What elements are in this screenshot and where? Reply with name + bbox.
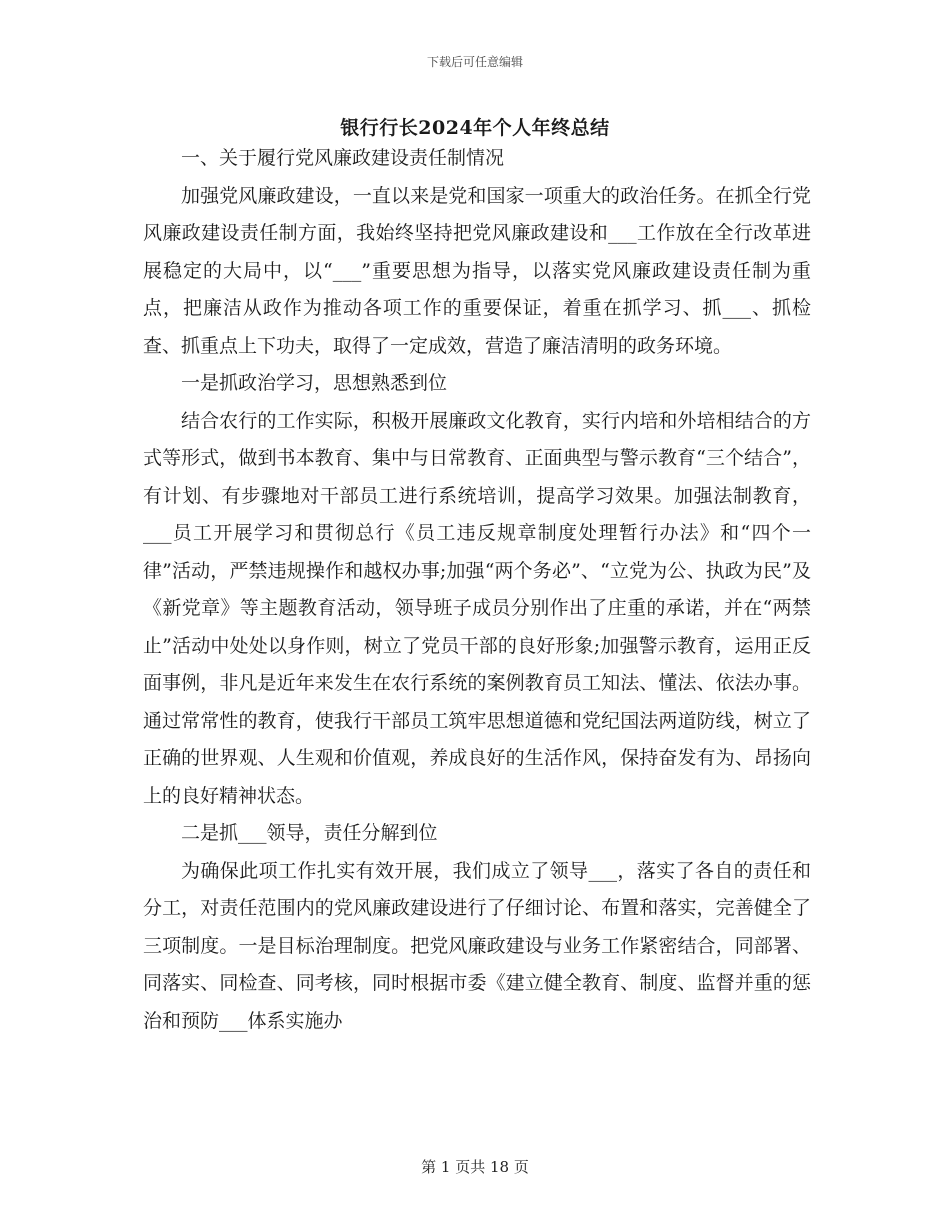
header-note: 下载后可任意编辑 (426, 55, 523, 69)
section-heading-1: 一、关于履行党风廉政建设责任制情况 (181, 147, 505, 169)
document-title: 银行行长2024年个人年终总结 (340, 117, 610, 139)
subheading-2: 二是抓___领导，责任分解到位 (181, 822, 438, 844)
paragraph-2: 结合农行的工作实际，积极开展廉政文化教育，实行内培和外培相结合的方式等形式，做到书本教育、集中与日常教育、正面典型与警示教育“三个结合”，有计划、有步骤地对干部员工进行系统培训，提高学习效果。加强法制教育，___员工开展学习和贯彻总行《员工违反规章制度处理暂行办法》和“四个一律”活动，严禁违规操作和越权办事;加强“两个务必”、“立党为公、执政为民”及《新党章》等主题教育活动，领导班子成员分别作出了庄重的承诺，并在“两禁止”活动中处处以身作则，树立了党员干部的良好形象;加强警示教育，运用正反面事例，非凡是近年来发生在农行系统的案例教育员工知法、懂法、依法办事。通过常常性的教育，使我行干部员工筑牢思想道德和党纪国法两道防线，树立了正确的世界观、人生观和价值观，养成良好的生活作风，保持奋发有为、昂扬向上的良好精神状态。 (143, 409, 811, 807)
paragraph-3: 为确保此项工作扎实有效开展，我们成立了领导___，落实了各自的责任和分工，对责任范围内的党风廉政建设进行了仔细讨论、布置和落实，完善健全了三项制度。一是目标治理制度。把党风廉政建设与业务工作紧密结合，同部署、同落实、同检查、同考核，同时根据市委《建立健全教育、制度、监督并重的惩治和预防___体系实施办 (143, 859, 811, 1032)
subheading-1: 一是抓政治学习，思想熟悉到位 (181, 372, 448, 394)
document-body (143, 140, 811, 1040)
page-number-footer: 第 1 页共 18 页 (421, 1158, 529, 1176)
paragraph-1: 加强党风廉政建设，一直以来是党和国家一项重大的政治任务。在抓全行党风廉政建设责任制方面，我始终坚持把党风廉政建设和___工作放在全行改革进展稳定的大局中，以“___”重要思想为指导，以落实党风廉政建设责任制为重点，把廉洁从政作为推动各项工作的重要保证，着重在抓学习、抓___、抓检查、抓重点上下功夫，取得了一定成效，营造了廉洁清明的政务环境。 (143, 184, 811, 357)
